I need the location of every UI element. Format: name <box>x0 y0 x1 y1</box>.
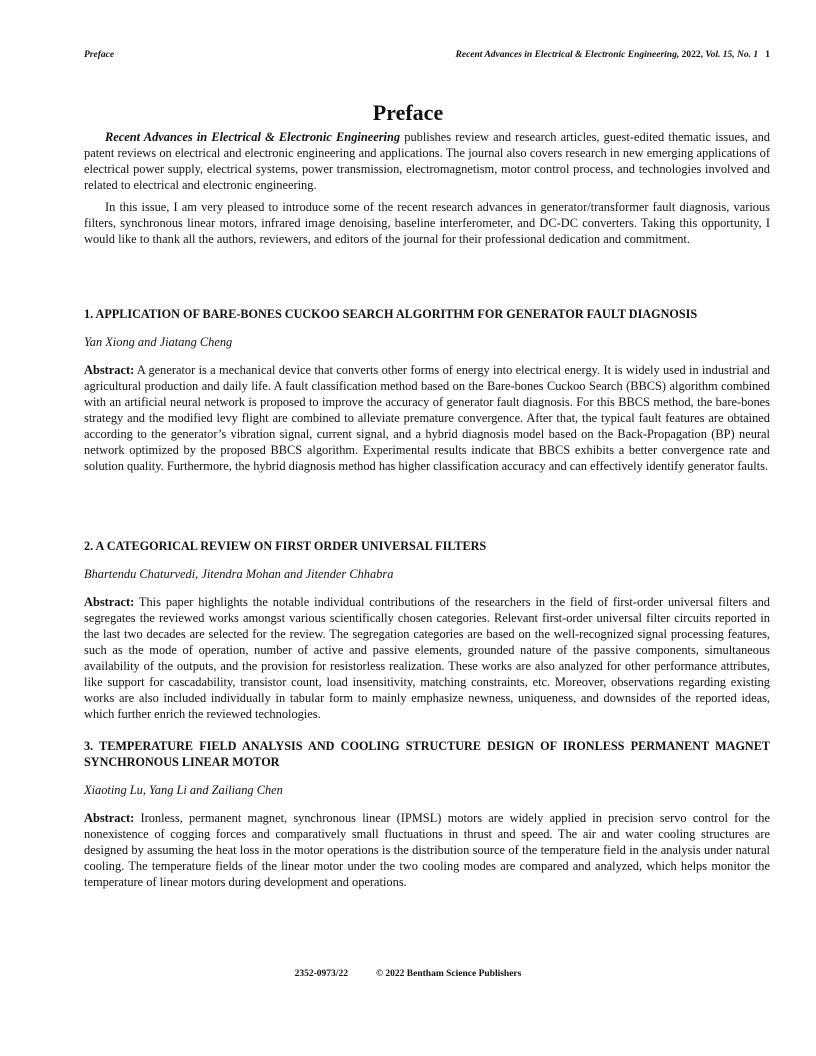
journal-name-emphasis: Recent Advances in Electrical & Electronic Engineering <box>105 130 401 144</box>
abstract-text: This paper highlights the notable individual contributions of the researchers in the field of first-order universal filters and segregates the reviewed works amongst various scientifically chosen categories. Relevant first-order universal filter circuits reported in the last two decades are selected for the review. The segregation categories are based on the well-recognized signal processing features, such as the mode of operation, number of active and passive elements, grounded nature of the passive components, simultaneous availability of the outputs, and the provision for resistorless realization. These works are also analyzed for other performance attributes, like support for cascadability, transistor count, load insensitivity, matching constraints, etc. Moreover, observations regarding existing works are also included individually in tabular form to mainly emphasize newness, uniqueness, and downsides of the reported ideas, which further enrich the reviewed technologies. <box>84 595 770 721</box>
intro-paragraph-2: In this issue, I am very pleased to introduce some of the recent research advances in generator/transformer fault diagnosis, various filters, synchronous linear motors, infrared image denoising, baseline interferometer, and DC-DC converters. Taking this opportunity, I would like to thank all the authors, reviewers, and editors of the journal for their professional dedication and commitment. <box>84 200 770 246</box>
page-title: Preface <box>372 100 444 125</box>
intro <box>84 129 770 247</box>
volume: Vol. 15, No. 1 <box>705 50 759 60</box>
article-2-authors: Bhartendu Chaturvedi, Jitendra Mohan and Jitender Chhabra <box>84 567 394 581</box>
article-2-title: 2. A CATEGORICAL REVIEW ON FIRST ORDER UNIVERSAL FILTERS <box>84 539 487 553</box>
abstract-text: A generator is a mechanical device that converts other forms of energy into electrical energy. It is widely used in industrial and agricultural production and daily life. A fault classification method based on the Bare-bones Cuckoo Search (BBCS) algorithm combined with an artificial neural network is proposed to improve the accuracy of generator fault diagnosis. For this BBCS method, the bare-bones strategy and the modified levy flight are combined to alleviate premature convergence. After that, the typical fault features are obtained according to the generator’s vibration signal, current signal, and a hybrid diagnosis model based on the Back-Propagation (BP) neural network optimized by the proposed BBCS algorithm. Experimental results indicate that BBCS exhibits a better convergence rate and solution quality. Furthermore, the hybrid diagnosis method has higher classification accuracy and can effectively identify generator faults. <box>84 363 770 473</box>
issn: 2352-0973/22 <box>294 969 348 979</box>
journal-name: Recent Advances in Electrical & Electronic Engineering, <box>455 50 680 60</box>
page-number: 1 <box>765 50 770 60</box>
article-2-abstract <box>84 594 770 722</box>
running-header-left: Preface <box>84 50 115 60</box>
article-1-abstract <box>84 362 770 474</box>
copyright: © 2022 Bentham Science Publishers <box>375 969 522 979</box>
abstract-label: Abstract: <box>84 811 135 825</box>
abstract-label: Abstract: <box>84 363 135 377</box>
abstract-text: Ironless, permanent magnet, synchronous linear (IPMSL) motors are widely applied in precision servo control for the nonexistence of cogging forces and comparatively small fluctuations in thrust and speed. The air and water cooling structures are designed by assuming the heat loss in the motor operations is the distribution source of the temperature field in the analysis under natural cooling. The temperature fields of the linear motor under the two cooling modes are compared and analyzed, which helps monitor the temperature of linear motors during development and operations. <box>84 811 770 889</box>
running-header-right <box>456 50 770 60</box>
article-3-abstract <box>84 810 770 890</box>
article-1-title: 1. APPLICATION OF BARE-BONES CUCKOO SEARCH ALGORITHM FOR GENERATOR FAULT DIAGNOSIS <box>84 307 698 321</box>
year: 2022, <box>681 50 703 60</box>
article-1-authors: Yan Xiong and Jiatang Cheng <box>84 335 233 349</box>
article-3-title: 3. TEMPERATURE FIELD ANALYSIS AND COOLING STRUCTURE DESIGN OF IRONLESS PERMANENT MAGNET SYNCHRONOUS LINEAR MOTOR <box>84 739 770 769</box>
abstract-label: Abstract: <box>84 595 135 609</box>
intro-paragraph-1 <box>84 129 770 193</box>
page-footer <box>0 969 816 979</box>
article-3-authors: Xiaoting Lu, Yang Li and Zailiang Chen <box>84 783 283 797</box>
intro-text: publishes review and research articles, guest-edited thematic issues, and patent reviews on electrical and electronic engineering and applications. The journal also covers research in new emerging applications of electrical power supply, electrical systems, power transmission, electromagnetism, motor control process, and technologies involved and related to electrical and electronic engineering. <box>84 130 770 192</box>
